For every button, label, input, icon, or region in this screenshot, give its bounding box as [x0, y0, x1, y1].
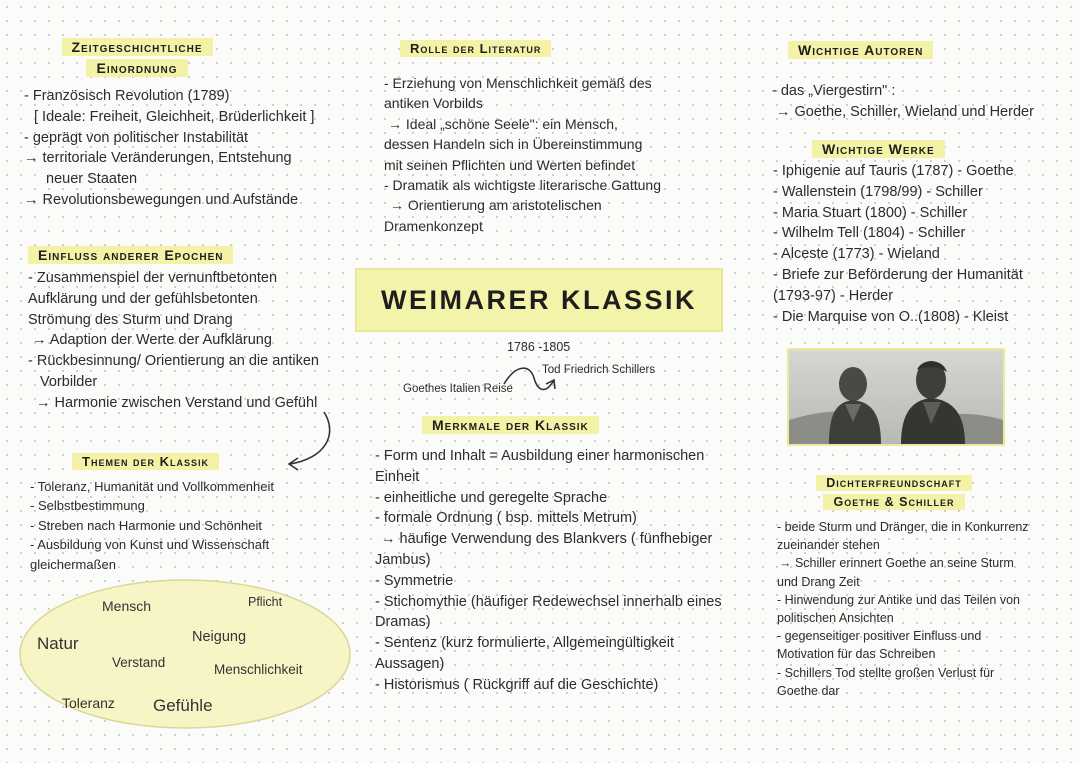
list-item: - Schillers Tod stellte großen Verlust für — [777, 665, 995, 680]
timeline-wave-icon — [500, 356, 560, 402]
page-title: WEIMARER KLASSIK — [381, 284, 697, 315]
zeit-heading — [34, 38, 240, 78]
list-item: Goethe dar — [777, 683, 840, 698]
list-item: Einheit — [375, 468, 420, 485]
cloud-word: Neigung — [192, 629, 247, 645]
list-item: - gegenseitiger positiver Einfluss und — [777, 629, 982, 644]
cloud-word: Pflicht — [248, 595, 283, 609]
list-item: politischen Ansichten — [777, 611, 894, 626]
list-item: - Die Marquise von O..(1808) - Kleist — [773, 308, 1009, 325]
autoren-list — [772, 81, 1034, 123]
list-item: neuer Staaten — [46, 171, 138, 188]
list-item: - beide Sturm und Dränger, die in Konkurrenz — [777, 520, 1029, 534]
cloud-word: Verstand — [112, 655, 166, 670]
list-item: - Französisch Revolution (1789) — [24, 88, 230, 104]
einfluss-heading: Einfluss anderer Epochen — [28, 246, 233, 264]
list-item: - Zusammenspiel der vernunftbetonten — [28, 270, 278, 286]
autoren-heading: Wichtige Autoren — [788, 41, 933, 59]
list-item: → Orientierung am aristotelischen — [390, 197, 602, 214]
themen-heading: Themen der Klassik — [72, 453, 219, 470]
list-item: Aussagen) — [375, 655, 445, 672]
cloud-word: Natur — [37, 634, 79, 653]
curved-arrow-icon — [280, 408, 340, 474]
list-item: Jambus) — [375, 551, 431, 568]
rolle-list — [384, 73, 661, 236]
timeline-start: Goethes Italien Reise — [403, 383, 513, 395]
list-item: - einheitliche und geregelte Sprache — [375, 489, 608, 506]
list-item: - das „Viergestirn" : — [772, 83, 896, 99]
cloud-word: Gefühle — [153, 696, 213, 715]
goethe-schiller-statue-image — [787, 348, 1005, 446]
list-item: - Dramatik als wichtigste literarische Gattung — [384, 177, 661, 194]
freund-list — [777, 518, 1029, 700]
word-cloud — [18, 578, 352, 730]
list-item: Strömung des Sturm und Drang — [28, 311, 233, 328]
list-item: (1793-97) - Herder — [773, 287, 894, 304]
list-item: → Harmonie zwischen Verstand und Gefühl — [36, 394, 318, 411]
cloud-word: Toleranz — [62, 695, 115, 711]
list-item: → Schiller erinnert Goethe an seine Sturm — [779, 556, 1014, 571]
list-item: - Wallenstein (1798/99) - Schiller — [773, 183, 983, 200]
list-item: [ Ideale: Freiheit, Gleichheit, Brüderlichkeit ] — [34, 108, 315, 125]
list-item: - Stichomythie (häufiger Redewechsel innerhalb eines — [375, 593, 722, 610]
list-item: Dramas) — [375, 614, 431, 631]
list-item: antiken Vorbilds — [384, 95, 483, 112]
list-item: → territoriale Veränderungen, Entstehung — [24, 150, 292, 167]
list-item: Aufklärung und der gefühlsbetonten — [28, 290, 258, 307]
list-item: - Hinwendung zur Antike und das Teilen von — [777, 592, 1020, 607]
werke-heading: Wichtige Werke — [812, 140, 945, 158]
list-item: - Sentenz (kurz formulierte, Allgemeingültigkeit — [375, 635, 674, 652]
list-item: - geprägt von politischer Instabilität — [24, 129, 249, 146]
einfluss-list — [28, 268, 319, 414]
list-item: mit seinen Pflichten und Werten befindet — [384, 156, 636, 173]
list-item: → häufige Verwendung des Blankvers ( fünfhebiger — [381, 531, 713, 548]
list-item: - formale Ordnung ( bsp. mittels Metrum) — [375, 510, 637, 527]
list-item: - Briefe zur Beförderung der Humanität — [773, 266, 1023, 283]
zeit-list — [24, 86, 314, 211]
list-item: - Form und Inhalt = Ausbildung einer harmonischen — [375, 448, 705, 464]
list-item: - Maria Stuart (1800) - Schiller — [773, 204, 968, 221]
list-item: - Alceste (1773) - Wieland — [773, 246, 940, 263]
list-item: - Selbstbestimmung — [30, 498, 145, 514]
cloud-word: Mensch — [102, 598, 152, 614]
list-item: zueinander stehen — [777, 538, 880, 553]
list-item: dessen Handeln sich in Übereinstimmung — [384, 136, 643, 153]
list-item: - Symmetrie — [375, 572, 454, 589]
list-item: - Erziehung von Menschlichkeit gemäß des — [384, 75, 652, 91]
list-item: → Adaption der Werte der Aufklärung — [32, 332, 272, 349]
list-item: - Streben nach Harmonie und Schönheit — [30, 517, 262, 533]
freund-heading-line2: Goethe & Schiller — [823, 494, 964, 510]
list-item: gleichermaßen — [30, 556, 116, 572]
list-item: Motivation für das Schreiben — [777, 647, 936, 662]
zeit-heading-line1: Zeitgeschichtliche — [62, 38, 213, 56]
rolle-heading: Rolle der Literatur — [400, 40, 551, 57]
zeit-heading-line2: Einordnung — [86, 59, 187, 77]
list-item: und Drang Zeit — [777, 574, 860, 589]
list-item: - Historismus ( Rückgriff auf die Geschichte) — [375, 676, 659, 693]
timeline-end: Tod Friedrich Schillers — [542, 364, 656, 376]
list-item: → Revolutionsbewegungen und Aufstände — [24, 191, 299, 208]
werke-list — [773, 161, 1023, 327]
list-item: → Ideal „schöne Seele": ein Mensch, — [388, 115, 618, 132]
list-item: - Ausbildung von Kunst und Wissenschaft — [30, 537, 270, 553]
freund-heading-line1: Dichterfreundschaft — [816, 475, 972, 491]
freund-heading — [796, 474, 992, 511]
timeline-dates: 1786 -1805 — [507, 340, 571, 354]
cloud-word: Menschlichkeit — [214, 662, 303, 677]
merkmale-list — [375, 446, 722, 696]
list-item: Vorbilder — [40, 373, 98, 390]
title-box — [355, 268, 723, 332]
statue-illustration — [789, 350, 1003, 444]
list-item: Dramenkonzept — [384, 217, 483, 234]
merkmale-heading: Merkmale der Klassik — [422, 416, 599, 434]
list-item: - Iphigenie auf Tauris (1787) - Goethe — [773, 163, 1014, 179]
themen-list — [30, 477, 274, 574]
list-item: - Rückbesinnung/ Orientierung an die antiken — [28, 353, 319, 370]
list-item: - Wilhelm Tell (1804) - Schiller — [773, 225, 966, 242]
list-item: → Goethe, Schiller, Wieland und Herder — [776, 103, 1034, 120]
list-item: - Toleranz, Humanität und Vollkommenheit — [30, 479, 274, 494]
